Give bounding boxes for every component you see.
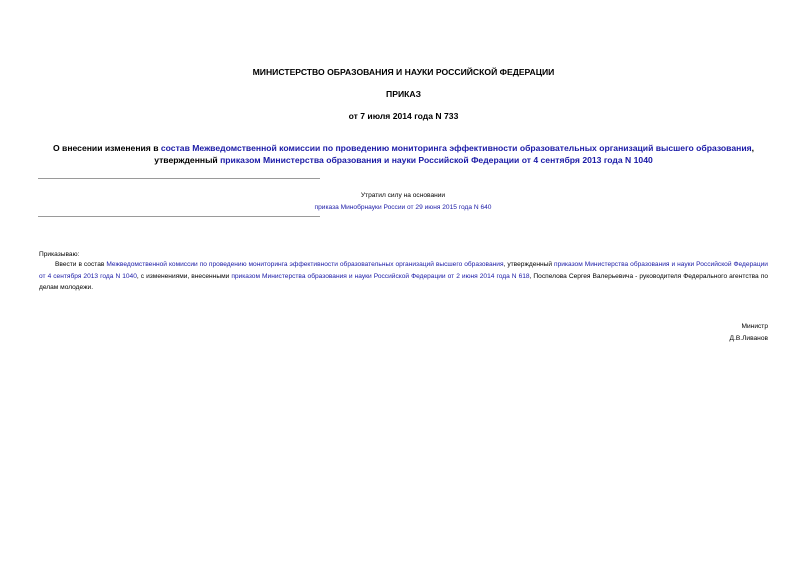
order-word: Приказываю: <box>39 251 80 258</box>
status-text: Утратил силу на основании <box>360 192 446 199</box>
commission-link[interactable]: Межведомственной комиссии по проведению мониторинга эффективности образовательных организаций высшего образования <box>106 261 504 268</box>
ministry-heading: МИНИСТЕРСТВО ОБРАЗОВАНИЯ И НАУКИ РОССИЙСКОЙ ФЕДЕРАЦИИ <box>252 67 555 77</box>
document-title <box>0 142 807 166</box>
order-618-link[interactable]: приказом Министерства образования и науки Российской Федерации от 2 июня 2014 года N 618 <box>231 272 530 280</box>
para-text-1: Ввести в состав <box>55 261 107 268</box>
order-1040-body-link[interactable]: приказом Министерства образования и науки Российской Федерации от 4 сентября 2013 года N 1040 <box>39 261 768 280</box>
title-text-2: , <box>751 143 755 153</box>
status-note <box>220 190 586 213</box>
para-text-2: , утвержденный <box>503 261 555 268</box>
date-number: от 7 июля 2014 года N 733 <box>348 111 459 121</box>
title-text-1: О внесении изменения в <box>52 143 161 153</box>
document-type: ПРИКАЗ <box>386 89 421 99</box>
top-divider <box>38 178 320 179</box>
signature-block <box>730 321 768 344</box>
order-1040-link[interactable]: приказом Министерства образования и науки Российской Федерации от 4 сентября 2013 года N 1040 <box>220 155 653 165</box>
commission-composition-link[interactable]: состав Межведомственной комиссии по проведению мониторинга эффективности образовательных организаций высшего образования <box>160 143 752 153</box>
signatory-position: Министр <box>741 323 768 330</box>
signatory-name: Д.В.Ливанов <box>729 334 768 342</box>
para-text-3: , с изменениями, внесенными <box>136 272 232 280</box>
para-text-4: , Поспелова Сергея Валерьевича - руководителя Федерального агентства по делам молодежи. <box>39 272 768 291</box>
bottom-divider <box>38 216 320 217</box>
order-paragraph <box>39 259 768 294</box>
repeal-order-link[interactable]: приказа Минобрнауки России от 29 июня 2015 года N 640 <box>314 203 492 211</box>
title-text-3: утвержденный <box>154 155 221 165</box>
